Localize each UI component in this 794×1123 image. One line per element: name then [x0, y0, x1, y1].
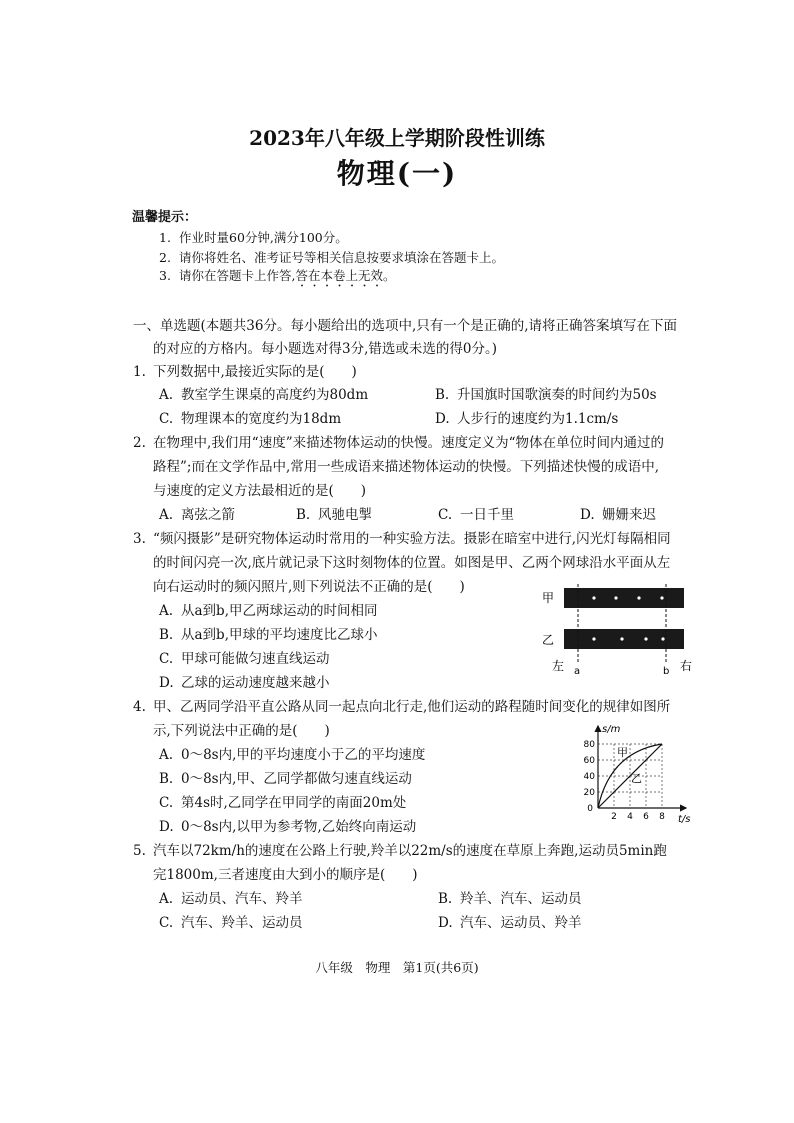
y-tick-label: 60 [583, 756, 595, 766]
x-tick-label: 6 [643, 812, 649, 822]
label-b: b [663, 666, 670, 676]
label-left: 左 [552, 659, 565, 673]
question-number: 1. [133, 364, 146, 380]
section-heading-cont: 的对应的方格内。每小题选对得3分,错选或未选的得0分。) [153, 341, 497, 357]
ball-jia [592, 596, 595, 599]
x-tick-label: 2 [611, 812, 617, 822]
ball-jia [614, 596, 617, 599]
x-tick-label: 4 [627, 812, 633, 822]
y-tick-label: 0 [587, 804, 593, 814]
strobe-photo-figure [538, 582, 698, 676]
option: B. 羚羊、汽车、运动员 [438, 891, 582, 907]
label-a: a [574, 666, 581, 676]
option: B. 风驰电掣 [296, 507, 372, 523]
question-text: 汽车以72km/h的速度在公路上行驶,羚羊以22m/s的速度在草原上奔跑,运动员5min跑 [153, 843, 667, 859]
x-axis-label: t/s [678, 814, 691, 825]
y-axis-label: s/m [602, 724, 621, 735]
distance-time-graph [576, 722, 696, 828]
line-label-yi: 乙 [631, 772, 642, 785]
y-tick-label: 20 [583, 788, 595, 798]
label-jia: 甲 [542, 591, 555, 605]
tip-item: 1. 作业时量60分钟,满分100分。 [159, 230, 348, 245]
question-text: “频闪摄影”是研究物体运动时常用的一种实验方法。摄影在暗室中进行,闪光灯每隔相同 [153, 531, 671, 547]
ball-yi [620, 637, 623, 640]
question-number: 4. [133, 699, 146, 715]
subject-title: 物理(一) [336, 157, 458, 190]
question-number: 3. [133, 531, 146, 547]
option: C. 汽车、羚羊、运动员 [159, 915, 303, 931]
page-footer: 八年级 物理 第1页(共6页) [315, 960, 479, 975]
label-right: 右 [680, 659, 693, 673]
y-tick-label: 40 [583, 772, 595, 782]
ball-jia [637, 596, 640, 599]
option: C. 物理课本的宽度约为18dm [159, 411, 342, 427]
option: D. 0～8s内,以甲为参考物,乙始终向南运动 [159, 819, 417, 835]
question-text: 与速度的定义方法最相近的是( ) [153, 483, 367, 499]
option: B. 从a到b,甲球的平均速度比乙球小 [159, 627, 378, 643]
question-text: 甲、乙两同学沿平直公路从同一起点向北行走,他们运动的路程随时间变化的规律如图所 [153, 699, 671, 715]
question-text: 示,下列说法中正确的是( ) [153, 723, 330, 739]
option: A. 运动员、汽车、羚羊 [159, 891, 303, 907]
option: B. 0～8s内,甲、乙同学都做匀速直线运动 [159, 771, 412, 787]
y-tick-label: 80 [583, 740, 595, 750]
question-text: 下列数据中,最接近实际的是( ) [153, 364, 357, 380]
exam-title: 2023年八年级上学期阶段性训练 [249, 126, 545, 150]
tip-item: 3. 请你在答题卡上作答,答在本卷上无效。 [159, 268, 396, 283]
ball-yi [644, 637, 647, 640]
question-text: 路程”;而在文学作品中,常用一些成语来描述物体运动的快慢。下列描述快慢的成语中, [153, 459, 660, 475]
option: D. 汽车、运动员、羚羊 [438, 915, 582, 931]
question-number: 5. [133, 843, 146, 859]
option: C. 第4s时,乙同学在甲同学的南面20m处 [159, 795, 407, 811]
tip-item: 2. 请你将姓名、准考证号等相关信息按要求填涂在答题卡上。 [159, 250, 505, 265]
question-text: 在物理中,我们用“速度”来描述物体运动的快慢。速度定义为“物体在单位时间内通过的 [153, 435, 664, 451]
option: A. 0～8s内,甲的平均速度小于乙的平均速度 [159, 747, 426, 763]
ball-yi [661, 637, 664, 640]
option: C. 甲球可能做匀速直线运动 [159, 651, 330, 667]
option: D. 姗姗来迟 [580, 507, 656, 523]
label-yi: 乙 [542, 633, 555, 647]
ball-yi [592, 637, 595, 640]
option: A. 离弦之箭 [159, 507, 235, 523]
emphasized-text: 答在本卷上无效 [295, 268, 383, 283]
question-number: 2. [133, 435, 146, 451]
option: D. 乙球的运动速度越来越小 [159, 675, 330, 691]
option: B. 升国旗时国歌演奏的时间约为50s [435, 387, 657, 403]
curve-label-jia: 甲 [617, 746, 628, 759]
option: C. 一日千里 [438, 507, 514, 523]
x-tick-label: 8 [659, 812, 665, 822]
question-text: 完1800m,三者速度由大到小的顺序是( ) [153, 867, 418, 883]
question-text: 向右运动时的频闪照片,则下列说法不正确的是( ) [153, 579, 465, 595]
ball-jia [660, 596, 663, 599]
option: A. 教室学生课桌的高度约为80dm [159, 387, 369, 403]
question-text: 的时间闪亮一次,底片就记录下这时刻物体的位置。如图是甲、乙两个网球沿水平面从左 [153, 555, 671, 571]
option: D. 人步行的速度约为1.1cm/s [435, 411, 619, 427]
section-heading: 一、单选题(本题共36分。每小题给出的选项中,只有一个是正确的,请将正确答案填写在下面 [133, 318, 678, 334]
option: A. 从a到b,甲乙两球运动的时间相同 [159, 603, 378, 619]
tips-heading: 温馨提示： [132, 210, 198, 225]
